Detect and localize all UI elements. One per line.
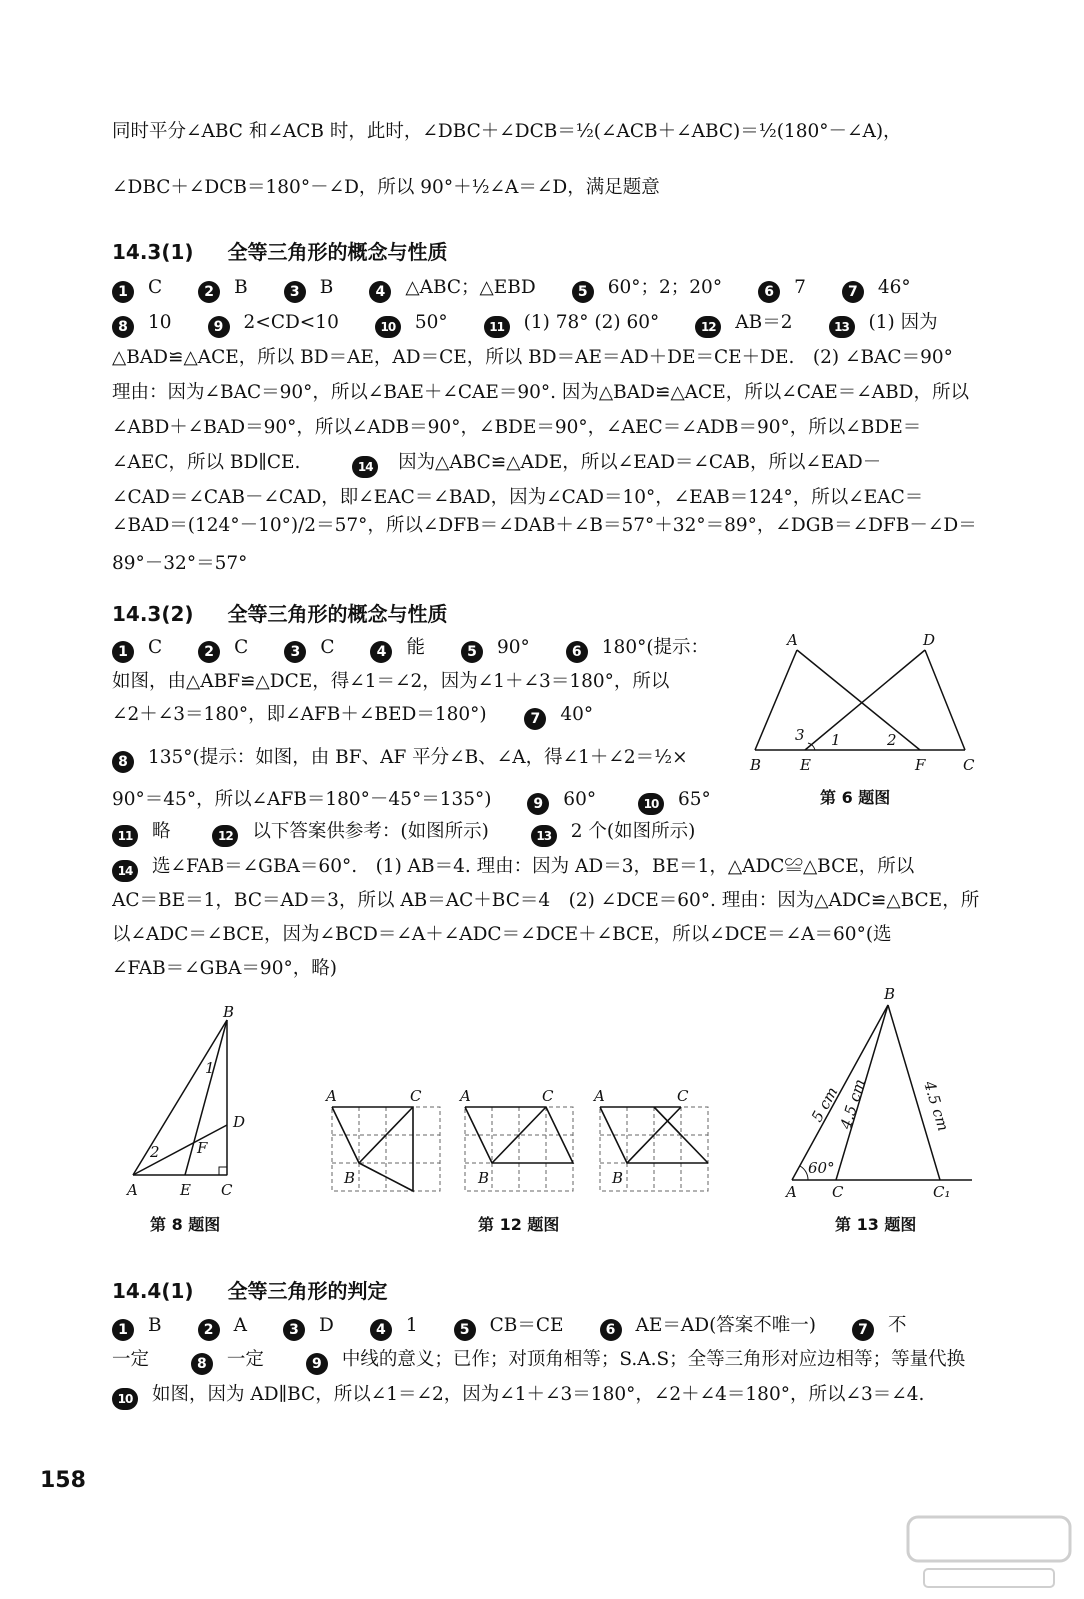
question-number-badge: 2 [198,1319,220,1341]
svg-text:E: E [180,1181,191,1199]
answer-line [112,746,734,773]
answer-text: 中线的意义；已作；对顶角相等；S.A.S；全等三角形对应边相等；等量代换 [341,1349,966,1370]
question-number-badge: 3 [284,281,306,303]
question-number-badge: 12 [695,316,721,338]
question-number-badge: 7 [524,708,546,730]
answer-line [112,1348,1002,1375]
svg-text:B: B [223,1005,235,1021]
question-number-badge: 4 [370,641,392,663]
svg-text:E: E [800,756,811,774]
answer-text: A [233,1315,247,1336]
answer-line [112,855,1002,882]
svg-text:1: 1 [831,731,841,749]
svg-text:C: C [410,1087,422,1105]
answer-line: ∠BAD＝(124°－10°)/2＝57°，所以∠DFB＝∠DAB＋∠B＝57°＋32°＝89°，∠DGB＝∠DFB－∠D＝ [112,515,977,536]
question-number-badge: 4 [369,281,391,303]
answer-text: 50° [414,312,448,333]
question-number-badge: 7 [852,1319,874,1341]
svg-text:A: A [787,631,798,649]
answer-text: 7 [794,277,806,298]
svg-text:C: C [677,1087,689,1105]
answer-text: 选∠FAB＝∠GBA＝60°. (1) AB＝4. 理由：因为 AD＝3，BE＝1，△ADC≌△BCE，所以 [152,856,915,877]
answer-text: C [148,637,163,658]
figure-6 [745,630,985,780]
question-number-badge: 14 [352,456,378,478]
figure-8 [125,1005,255,1200]
answer-text: 60°；2；20° [607,277,723,298]
answer-text: C [148,277,163,298]
figure-caption: 第 8 题图 [150,1215,221,1234]
section-heading [112,598,448,627]
question-number-badge: 13 [531,825,557,847]
svg-text:5 cm: 5 cm [807,1083,842,1125]
question-number-badge: 8 [112,316,134,338]
question-number-badge: 10 [638,793,664,815]
question-number-badge: 6 [758,281,780,303]
answer-text: C [234,637,249,658]
answer-line [112,820,1002,847]
svg-text:C: C [832,1183,844,1200]
question-number-badge: 3 [284,641,306,663]
answer-line: ∠CAD＝∠CAB－∠CAD，即∠EAC＝∠BAD，因为∠CAD＝10°，∠EAB＝124°，所以∠EAC＝ [112,487,924,508]
answer-text: ∠AEC，所以 BD∥CE. [112,452,301,473]
svg-text:D: D [233,1113,246,1131]
answer-text: AB＝2 [735,312,793,333]
svg-text:B: B [884,985,896,1003]
svg-text:3: 3 [795,726,805,744]
intro-line-2: ∠DBC＋∠DCB＝180°－∠D，所以 90°＋½∠A＝∠D，满足题意 [112,177,660,198]
svg-text:C: C [963,756,975,774]
svg-text:F: F [915,756,926,774]
question-number-badge: 5 [454,1319,476,1341]
answer-text: 65° [677,789,711,810]
question-number-badge: 11 [484,316,510,338]
svg-text:A: A [594,1087,605,1105]
answer-text: 1 [405,1315,418,1336]
question-number-badge: 14 [112,860,138,882]
question-number-badge: 7 [842,281,864,303]
answer-line: 以∠ADC＝∠BCE，因为∠BCD＝∠A＋∠ADC＝∠DCE＋∠BCE，所以∠DCE＝∠A＝60°(选 [112,924,892,945]
answer-line: 如图，由△ABF≌△DCE，得∠1＝∠2，因为∠1＋∠3＝180°，所以 [112,671,670,692]
question-number-badge: 13 [829,316,855,338]
question-number-badge: 11 [112,825,138,847]
question-number-badge: 9 [527,793,549,815]
question-number-badge: 12 [212,825,238,847]
answer-text: 90° [496,637,530,658]
svg-text:B: B [344,1169,356,1187]
answer-text: 能 [406,637,425,658]
answer-text: 2 个(如图所示) [570,821,696,842]
section-heading [112,1275,388,1304]
intro-line-1: 同时平分∠ABC 和∠ACB 时，此时，∠DBC＋∠DCB＝½(∠ACB＋∠ABC)＝½(180°－∠A)， [112,121,902,142]
section-title: 全等三角形的概念与性质 [227,240,448,264]
answer-line [112,788,734,815]
answer-text: 如图，因为 AD∥BC，所以∠1＝∠2，因为∠1＋∠3＝180°，∠2＋∠4＝180°，所以∠3＝∠4. [152,1384,925,1405]
answer-text: 90°＝45°，所以∠AFB＝180°－45°＝135°) [112,789,492,810]
question-number-badge: 10 [112,1388,138,1410]
question-number-badge: 6 [566,641,588,663]
svg-text:C: C [221,1181,233,1199]
svg-text:D: D [923,631,936,649]
svg-text:A: A [460,1087,471,1105]
figure-caption: 第 13 题图 [835,1215,917,1234]
answer-text: △ABC；△EBD [405,277,536,298]
section-title: 全等三角形的判定 [227,1279,388,1303]
question-number-badge: 9 [208,316,230,338]
section-number: 14.3(2) [112,602,194,626]
section-number: 14.3(1) [112,240,194,264]
answer-line: 理由：因为∠BAC＝90°，所以∠BAE＋∠CAE＝90°. 因为△BAD≌△ACE，所以∠CAE＝∠ABD，所以 [112,382,970,403]
answer-text: 46° [877,277,911,298]
question-number-badge: 9 [306,1353,328,1375]
answer-line: ∠ABD＋∠BAD＝90°，所以∠ADB＝90°，∠BDE＝90°，∠AEC＝∠ADB＝90°，所以∠BDE＝ [112,417,922,438]
answer-text: (1) 因为 [868,312,938,333]
answer-row [112,1314,1002,1341]
answer-text: 略 [152,821,171,842]
question-number-badge: 3 [283,1319,305,1341]
question-number-badge: 4 [370,1319,392,1341]
answer-line [112,703,734,730]
answer-text: 一定 [112,1349,150,1370]
svg-text:2: 2 [150,1143,160,1161]
question-number-badge: 8 [112,751,134,773]
section-heading [112,236,448,265]
section-number: 14.4(1) [112,1279,194,1303]
answer-row [112,311,1002,338]
answer-line [112,1383,1002,1410]
svg-text:A: A [786,1183,797,1200]
answer-text: 以下答案供参考：(如图所示) [252,821,489,842]
answer-text: (1) 78° (2) 60° [523,312,660,333]
answer-text: B [234,277,248,298]
figure-13 [780,985,980,1200]
answer-text: 180°(提示： [601,637,710,658]
figure-12 [320,1085,720,1195]
svg-text:A: A [326,1087,337,1105]
answer-text: D [318,1315,334,1336]
figure-caption: 第 12 题图 [478,1215,560,1234]
question-number-badge: 5 [572,281,594,303]
section-title: 全等三角形的概念与性质 [227,602,448,626]
figure-caption: 第 6 题图 [820,788,891,807]
svg-text:2: 2 [887,731,897,749]
answer-text: 40° [560,704,594,725]
page-number: 158 [40,1468,86,1493]
svg-text:4.5 cm: 4.5 cm [836,1076,869,1132]
answer-text: 10 [148,312,172,333]
answer-text: 135°(提示：如图，由 BF、AF 平分∠B、∠A，得∠1＋∠2＝½× [148,747,688,768]
answer-line: AC＝BE＝1，BC＝AD＝3，所以 AB＝AC＋BC＝4 (2) ∠DCE＝60°. 理由：因为△ADC≌△BCE，所 [112,890,980,911]
question-number-badge: 1 [112,281,134,303]
question-number-badge: 2 [198,641,220,663]
answer-text: AE＝AD(答案不唯一) [635,1315,817,1336]
question-number-badge: 10 [375,316,401,338]
svg-text:A: A [127,1181,138,1199]
svg-text:4.5 cm: 4.5 cm [920,1078,953,1134]
question-number-badge: 5 [461,641,483,663]
svg-text:F: F [197,1139,208,1157]
answer-row [112,636,734,663]
watermark-logo [904,1513,1074,1593]
answer-text: C [320,637,335,658]
answer-text: ∠2＋∠3＝180°，即∠AFB＋∠BED＝180°) [112,704,487,725]
answer-text: 不 [888,1315,907,1336]
answer-text: 因为△ABC≌△ADE，所以∠EAD＝∠CAB，所以∠EAD－ [398,452,882,473]
answer-line-with-q14 [112,451,1002,478]
svg-text:1: 1 [205,1059,215,1077]
question-number-badge: 8 [191,1353,213,1375]
question-number-badge: 6 [600,1319,622,1341]
answer-line: △BAD≌△ACE，所以 BD＝AE，AD＝CE，所以 BD＝AE＝AD＋DE＝CE＋DE. (2) ∠BAC＝90° [112,347,953,368]
svg-text:C₁: C₁ [933,1183,951,1200]
svg-text:B: B [750,756,762,774]
answer-line: 89°－32°＝57° [112,553,248,574]
answer-row [112,276,1002,303]
svg-text:B: B [478,1169,490,1187]
answer-text: 一定 [226,1349,264,1370]
svg-text:C: C [542,1087,554,1105]
answer-text: B [319,277,334,298]
question-number-badge: 1 [112,641,134,663]
question-number-badge: 2 [198,281,220,303]
svg-text:60°: 60° [808,1159,835,1177]
answer-text: 60° [563,789,597,810]
answer-text: CB＝CE [489,1315,564,1336]
svg-text:B: B [612,1169,624,1187]
answer-text: 2<CD<10 [243,312,339,333]
answer-text: B [148,1315,162,1336]
question-number-badge: 1 [112,1319,134,1341]
answer-line: ∠FAB＝∠GBA＝90°，略) [112,958,337,979]
